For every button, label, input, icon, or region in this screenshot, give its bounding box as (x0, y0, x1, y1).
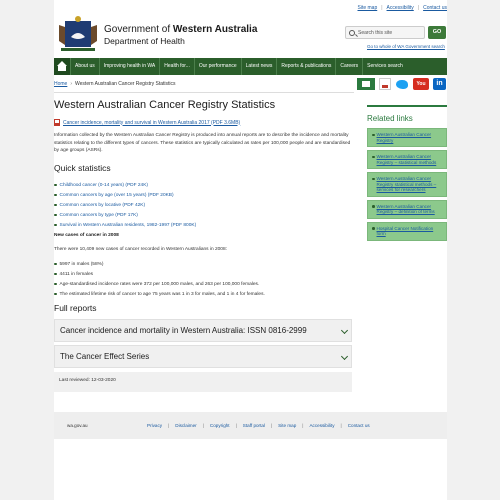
footer-separator: | (202, 423, 204, 428)
fact-text: Age-standardised incidence rates were 372 per 100,000 males, and 263 per 100,000 females. (59, 281, 260, 287)
pdf-icon[interactable] (379, 78, 391, 90)
bullet-icon (54, 224, 57, 227)
bullet-icon (372, 227, 375, 230)
search-placeholder: Search this site (358, 30, 393, 36)
wa-gov-link[interactable]: wa.gov.au (67, 423, 88, 428)
accordion-cancer-effect-series[interactable] (54, 345, 352, 368)
utility-separator: | (381, 5, 383, 11)
featured-report-link-row (54, 119, 240, 126)
breadcrumb-current: Western Australian Cancer Registry Statistics (75, 81, 176, 87)
share-toolbar (357, 78, 446, 99)
divider (54, 92, 354, 93)
breadcrumb (54, 81, 176, 87)
footer-separator: | (235, 423, 237, 428)
intro-paragraph: Information collected by the Western Australian Cancer Registry is produced into annual reports are to describe the incidence and mortality statistics relating to the different types of cancers. These statistics are typically calculated as rates per 100,000 people and are standardised by age groups (ASRs). (54, 133, 351, 153)
footer-link-disclaimer[interactable]: Disclaimer (175, 423, 197, 428)
accessibility-link[interactable]: Accessibility (386, 5, 414, 11)
nav-item-reports-publications[interactable]: Reports & publications (276, 58, 335, 75)
bullet-icon (372, 205, 375, 208)
last-reviewed: Last reviewed: 12-03-2020 (54, 372, 352, 392)
related-link-item (367, 222, 447, 241)
bullet-icon (54, 283, 57, 286)
pdf-file-icon (54, 119, 60, 126)
quick-stat-link[interactable]: Common cancers by locative (PDF 42K) (59, 202, 146, 208)
related-link-item (367, 200, 447, 219)
accordion-title: Cancer incidence and mortality in Western Australia: ISSN 0816-2999 (60, 326, 307, 335)
related-link-item (367, 150, 447, 169)
footer-separator: | (270, 423, 273, 428)
related-link-item (367, 128, 447, 147)
contact-us-link[interactable]: Contact us (423, 5, 447, 11)
quick-stat-link[interactable]: Common cancers by age (over 15 years) (PDF 20KB) (59, 192, 174, 198)
bullet-icon (54, 273, 57, 276)
related-links-sidebar (367, 105, 447, 244)
related-link-item (367, 172, 447, 197)
page-title: Western Australian Cancer Registry Statistics (54, 99, 276, 111)
twitter-icon[interactable] (395, 78, 409, 90)
bullet-icon (54, 194, 57, 197)
footer-link-privacy[interactable]: Privacy (147, 423, 163, 428)
nav-item-latest-news[interactable]: Latest news (241, 58, 277, 75)
related-links-heading: Related links (367, 114, 413, 123)
related-link[interactable]: Western Australian Cancer Registry statistical methods – services for researchers (376, 176, 437, 192)
nav-item-about-us[interactable]: About us (70, 58, 99, 75)
print-icon[interactable] (357, 78, 375, 90)
utility-links (358, 5, 448, 11)
linkedin-icon[interactable]: in (433, 78, 446, 90)
bullet-icon (372, 134, 375, 137)
full-reports-heading: Full reports (54, 303, 97, 313)
main-navigation (54, 58, 447, 75)
related-link[interactable]: Western Australian Cancer Registry – statistical methods (376, 154, 437, 165)
footer-link-copyright[interactable]: Copyright (209, 423, 230, 428)
footer-separator: | (168, 423, 170, 428)
nav-item-our-performance[interactable]: Our performance (194, 58, 241, 75)
quick-statistics-list (54, 180, 196, 230)
quick-stat-link[interactable]: Survival in Western Australian residents, 1982-1997 (PDF 800K) (59, 222, 197, 228)
wa-government-search-link[interactable]: Go to whole of WA Government search (367, 44, 445, 49)
related-link[interactable]: Western Australian Cancer Registry – definition of terms (376, 203, 435, 214)
accordion-incidence-mortality[interactable] (54, 319, 352, 342)
list-item (54, 220, 196, 230)
government-prefix: Government of (104, 24, 173, 35)
site-map-link[interactable]: Site map (357, 5, 378, 11)
list-item (54, 289, 265, 299)
footer-separator: | (340, 423, 342, 428)
youtube-icon[interactable]: You Tube (413, 78, 429, 90)
list-item (54, 180, 196, 190)
nav-item-careers[interactable]: Careers (335, 58, 362, 75)
fact-text: 4411 in females (59, 271, 94, 277)
footer-link-site-map[interactable]: Site map (278, 423, 297, 428)
new-cases-heading: New cases of cancer in 2008 (54, 233, 119, 238)
fact-text: 5997 in males (58%) (59, 261, 104, 267)
nav-item-services-search[interactable]: Services search (362, 58, 407, 75)
bullet-icon (372, 156, 375, 159)
search-go-button[interactable]: GO (428, 26, 446, 39)
list-item (54, 200, 196, 210)
search-icon (349, 30, 355, 36)
footer-link-accessibility[interactable]: Accessibility (309, 423, 335, 428)
quick-stat-link[interactable]: Childhood cancer (0-14 years) (PDF 24K) (59, 182, 149, 188)
related-link[interactable]: Western Australian Cancer Registry (376, 132, 432, 143)
page-margin-left (0, 0, 54, 500)
list-item (54, 279, 265, 289)
fact-text: The estimated lifetime risk of cancer to age 75 years was 1 in 3 for males, and 1 in 4 for females. (59, 291, 265, 297)
search-input[interactable] (345, 26, 425, 39)
page-container (54, 0, 447, 500)
featured-report-link[interactable]: Cancer incidence, mortality and survival in Western Australia 2017 (PDF 3.6MB) (63, 119, 241, 126)
home-icon[interactable] (54, 58, 70, 75)
utility-separator: | (417, 5, 420, 11)
list-item (54, 190, 196, 200)
bullet-icon (54, 184, 57, 187)
quick-stat-link[interactable]: Common cancers by type (PDF 17K) (59, 212, 138, 218)
wa-government-crest-logo[interactable] (57, 15, 99, 53)
accordion-title: The Cancer Effect Series (60, 352, 150, 361)
list-item (54, 259, 265, 269)
list-item (54, 210, 196, 220)
new-cases-text: There were 10,409 new cases of cancer recorded in Western Australians in 2008: (54, 247, 227, 252)
footer-link-contact-us[interactable]: Contact us (347, 423, 370, 428)
government-title (104, 24, 257, 35)
footer-links (147, 423, 370, 428)
bullet-icon (54, 214, 57, 217)
chevron-down-icon (341, 353, 348, 360)
site-footer (54, 412, 447, 439)
sidebar-accent-bar (367, 105, 447, 107)
breadcrumb-home-link[interactable]: Home (54, 81, 68, 87)
government-state-name: Western Australia (172, 24, 258, 35)
footer-separator: | (302, 423, 304, 428)
nav-item-health-for[interactable]: Health for... (159, 58, 194, 75)
breadcrumb-separator: › (70, 81, 73, 87)
page-margin-right (446, 0, 500, 500)
department-title: Department of Health (104, 36, 185, 46)
new-cases-facts (54, 259, 265, 299)
bullet-icon (54, 204, 57, 207)
chevron-down-icon (341, 327, 348, 334)
bullet-icon (372, 178, 375, 181)
bullet-icon (54, 263, 57, 266)
quick-statistics-heading: Quick statistics (54, 163, 111, 173)
related-link[interactable]: Hospital Cancer Notification form (376, 225, 434, 236)
footer-link-staff-portal[interactable]: Staff portal (242, 423, 265, 428)
nav-item-improving-health[interactable]: Improving health in WA (99, 58, 160, 75)
list-item (54, 269, 265, 279)
bullet-icon (54, 293, 57, 296)
